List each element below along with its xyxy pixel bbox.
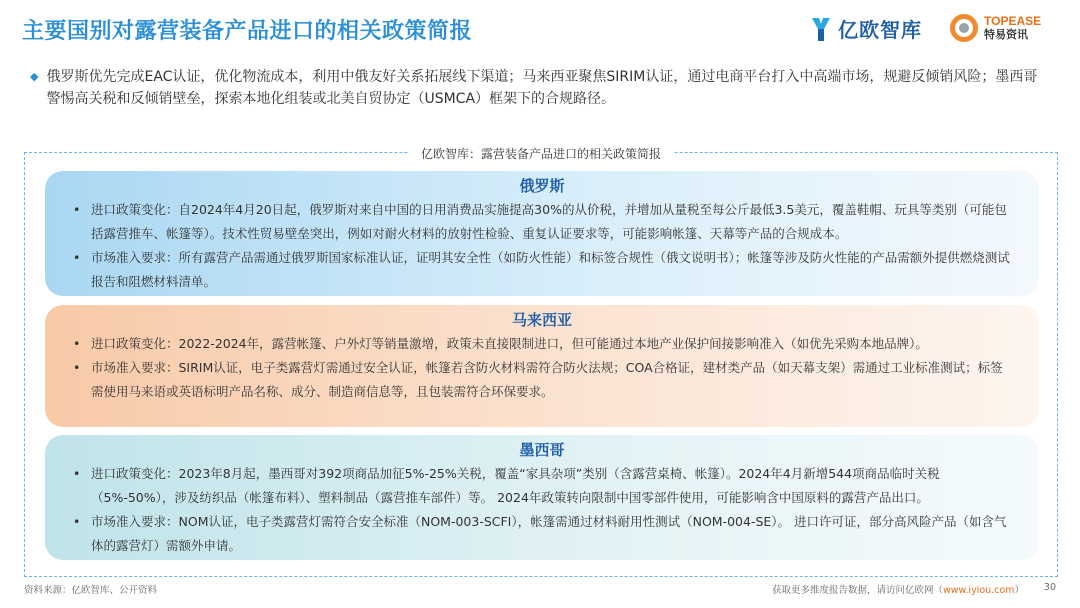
- topease-logo-icon: [950, 14, 978, 42]
- bullet-icon: •: [73, 360, 81, 375]
- policy-text: 市场准入要求：所有露营产品需通过俄罗斯国家标准认证，证明其安全性（如防火性能）和标签合规性（俄文说明书）；帐篷等涉及防火性能的产品需额外提供燃烧测试报告和阻燃材料清单。: [91, 250, 1010, 289]
- topease-logo-cn: 特易资讯: [984, 27, 1028, 41]
- page-number: 30: [1043, 582, 1056, 593]
- policy-frame: [24, 147, 1058, 577]
- policy-item: [73, 198, 1011, 246]
- summary-text: 俄罗斯优先完成EAC认证，优化物流成本，利用中俄友好关系拓展线下渠道；马来西亚聚焦SIRIM认证，通过电商平台打入中高端市场，规避反倾销风险；墨西哥警惕高关税和反倾销壁垒，探索本地化组装或北美自贸协定（USMCA）框架下的合规路径。: [46, 69, 1038, 107]
- policy-item: [73, 356, 1011, 404]
- country-title: 俄罗斯: [519, 177, 565, 195]
- bullet-icon: •: [73, 202, 81, 217]
- bullet-icon: •: [73, 336, 81, 351]
- bullet-icon: •: [73, 514, 81, 529]
- summary: [30, 66, 1050, 110]
- topease-logo: [950, 14, 1041, 42]
- country-title: 马来西亚: [511, 311, 572, 329]
- frame-title: 亿欧智库：露营装备产品进口的相关政策简报: [25, 143, 1057, 162]
- policy-text: 进口政策变化：2023年8月起，墨西哥对392项商品加征5%-25%关税，覆盖“家具杂项”类别（含露营桌椅、帐篷）。2024年4月新增544项商品临时关税（5%-50%），涉及纺织品（帐篷布料）、塑料制品（露营推车部件）等。 2024年政策转向限制中国零部件使用，可能影响含中国原料的露营产品出口。: [91, 466, 940, 505]
- card-russia: [45, 171, 1039, 296]
- yiou-logo-icon: [810, 15, 832, 43]
- iyiou-link[interactable]: www.iyiou.com: [942, 585, 1015, 596]
- page-title: 主要国别对露营装备产品进口的相关政策简报: [22, 19, 473, 44]
- card-malaysia: [45, 305, 1039, 427]
- policy-text: 进口政策变化：2022-2024年，露营帐篷、户外灯等销量激增，政策未直接限制进口，但可能通过本地产业保护间接影响准入（如优先采购本地品牌）。: [91, 336, 928, 351]
- policy-text: 市场准入要求：NOM认证，电子类露营灯需符合安全标准（NOM-003-SCFI），帐篷需通过材料耐用性测试（NOM-004-SE）。 进口许可证，部分高风险产品（如含气体的露营灯）需额外申请。: [91, 514, 1007, 553]
- more-info-note: 获取更多维度报告数据，请访问亿欧网（www.iyiou.com）: [771, 585, 1024, 596]
- bullet-icon: •: [73, 250, 81, 265]
- policy-item: [73, 332, 1011, 356]
- card-mexico: [45, 435, 1039, 560]
- policy-text: 市场准入要求：SIRIM认证，电子类露营灯需通过安全认证，帐篷若含防火材料需符合防火法规；COA合格证，建材类产品（如天幕支架）需通过工业标准测试；标签需使用马来语或英语标明产品名称、成分、制造商信息等，且包装需符合环保要求。: [91, 360, 1003, 399]
- policy-item: [73, 246, 1011, 294]
- yiou-logo: [810, 14, 922, 43]
- yiou-logo-text: 亿欧智库: [838, 18, 922, 42]
- diamond-bullet-icon: ◆: [30, 70, 39, 83]
- country-title: 墨西哥: [519, 441, 565, 459]
- policy-text: 进口政策变化：自2024年4月20日起，俄罗斯对来自中国的日用消费品实施提高30%的从价税，并增加从量税至每公斤最低3.5美元，覆盖鞋帽、玩具等类别（可能包括露营推车、帐篷等）。技术性贸易壁垒突出，例如对耐火材料的放射性检验、重复认证要求等，可能影响帐篷、天幕等产品的合规成本。: [91, 202, 1007, 241]
- policy-item: [73, 510, 1011, 558]
- policy-item: [73, 462, 1011, 510]
- topease-logo-en: TOPEASE: [984, 14, 1042, 29]
- bullet-icon: •: [73, 466, 81, 481]
- source-note: 资料来源：亿欧智库、公开资料: [24, 585, 158, 596]
